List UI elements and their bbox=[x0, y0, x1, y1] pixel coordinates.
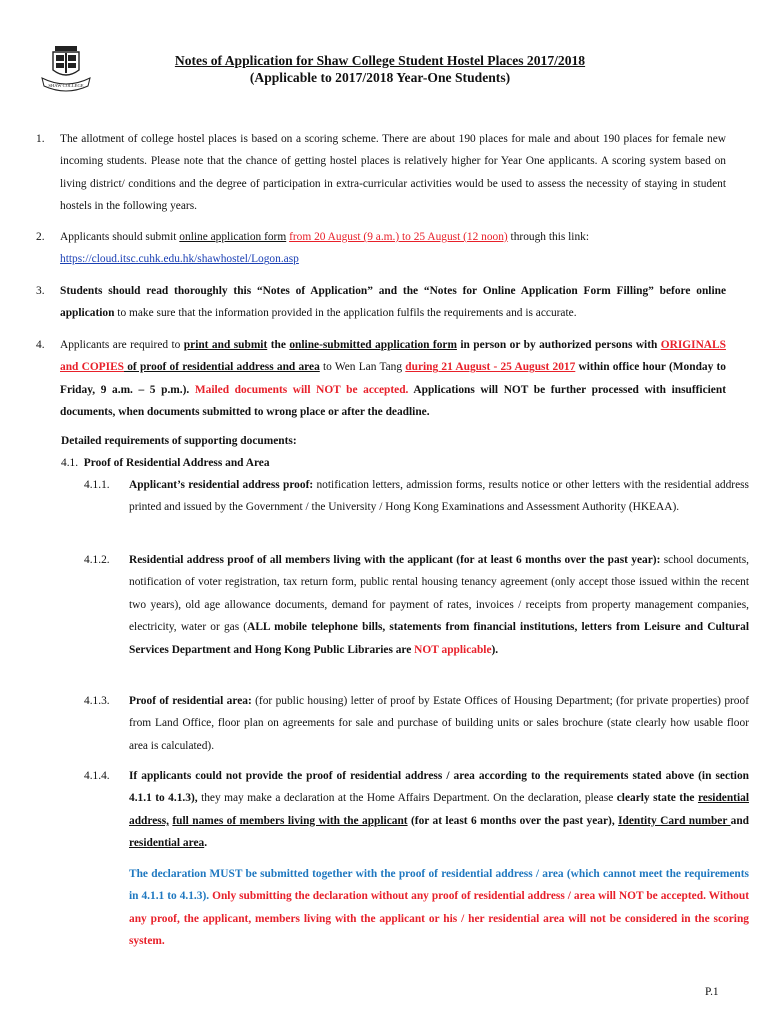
subitem-number: 4.1.1. bbox=[84, 479, 110, 491]
subitem-4-1-3 bbox=[84, 690, 749, 757]
list-item-4 bbox=[36, 334, 726, 424]
declaration-note bbox=[84, 863, 749, 953]
application-link[interactable]: https://cloud.itsc.cuhk.edu.hk/shawhostel/Logon.asp bbox=[60, 253, 299, 266]
item-text: Students should read thoroughly this “Notes of Application” and the “Notes for Online Application Form Filling” before online application to make sure that the information provided in the application fulfils the requirements and is accurate. bbox=[60, 285, 726, 320]
subitem-text: If applicants could not provide the proof of residential address / area according to the requirements stated above (in section 4.1.1 to 4.1.3), they may make a declaration at the Home Affairs Department. On the declaration, please clearly state the residential address, full names of members living with the applicant (for at least 6 months over the past year), Identity Card number and residential area. bbox=[129, 770, 749, 850]
item-text: The allotment of college hostel places is based on a scoring scheme. There are about 190 places for male and about 190 places for female new incoming students. Please note that the chance of getting hostel places is relatively higher for Year One applicants. A scoring system based on living district/ conditions and the degree of participation in extra-curricular activities would be used to assess the necessity of staying in student hostels in the following years. bbox=[60, 133, 726, 213]
subitem-4-1-2 bbox=[84, 549, 749, 661]
title-line-2: (Applicable to 2017/2018 Year-One Students) bbox=[249, 70, 511, 85]
title-line-1: Notes of Application for Shaw College Student Hostel Places 2017/2018 bbox=[174, 53, 586, 68]
subitem-number: 4.1.3. bbox=[84, 695, 110, 707]
section-4-1-heading: 4.1. Proof of Residential Address and Area bbox=[61, 457, 270, 469]
subitem-text: Residential address proof of all members living with the applicant (for at least 6 months over the past year): school documents, notification of voter registration, tax return form, public rental housing tenancy agreement (only accept those issued within the recent two years), old age allowance documents, demand for payment of rates, invoices / receipts from property management companies, electricity, water or gas (ALL mobile telephone bills, statements from financial institutions, letters from Leisure and Cultural Services Department and Hong Kong Public Libraries are NOT applicable). bbox=[129, 554, 750, 656]
subitem-text: Proof of residential area: (for public housing) letter of proof by Estate Offices of Housing Department; (for private properties) proof from Land Office, floor plan on agreements for sale and purchase of building units or sales brochure (state clearly how usable floor area is calculated). bbox=[129, 695, 749, 752]
item-number: 3. bbox=[36, 285, 45, 297]
page-number: P.1 bbox=[705, 986, 719, 998]
subitem-4-1-4 bbox=[84, 765, 749, 855]
declaration-warning: Only submitting the declaration without any proof of residential address / area will NOT be accepted. Without any proof, the applicant, members living with the applicant or his / her residential area will not be considered in the scoring system. bbox=[129, 890, 749, 948]
subitem-number: 4.1.2. bbox=[84, 554, 110, 566]
shaw-college-logo bbox=[38, 44, 94, 94]
list-item-3 bbox=[36, 280, 726, 325]
declaration-requirement: The declaration MUST be submitted together with the proof of residential address / area (which cannot meet the requirements in 4.1.1 to 4.1.3). bbox=[129, 868, 749, 903]
subitem-text: Applicant’s residential address proof: notification letters, admission forms, results notice or other letters with the residential address printed and issued by the Government / the University / Hong Kong Examinations and Assessment Authority (HKEAA). bbox=[129, 479, 749, 514]
item-text: Applicants are required to print and submit the online-submitted application form in person or by authorized persons with ORIGINALS and COPIES of proof of residential address and area to Wen Lan Tang during 21 August - 25 August 2017 within office hour (Monday to Friday, 9 a.m. – 5 p.m.). Mailed documents will NOT be accepted. Applications will NOT be further processed with insufficient documents, when documents submitted to wrong place or after the deadline. bbox=[60, 339, 727, 419]
subitem-number: 4.1.4. bbox=[84, 770, 110, 782]
subitem-4-1-1 bbox=[84, 474, 749, 519]
svg-text:SHAW COLLEGE: SHAW COLLEGE bbox=[48, 83, 84, 88]
item-number: 4. bbox=[36, 339, 45, 351]
list-item-1 bbox=[36, 128, 726, 218]
detailed-heading: Detailed requirements of supporting documents: bbox=[61, 435, 297, 447]
item-text: Applicants should submit online application form from 20 August (9 a.m.) to 25 August (12 noon) through this link: https://cloud.itsc.cuhk.edu.hk/shawhostel/Logon.asp bbox=[60, 231, 590, 266]
college-crest-icon bbox=[38, 44, 94, 94]
page-title bbox=[120, 52, 640, 86]
item-number: 1. bbox=[36, 133, 45, 145]
list-item-2 bbox=[36, 226, 726, 271]
item-number: 2. bbox=[36, 231, 45, 243]
